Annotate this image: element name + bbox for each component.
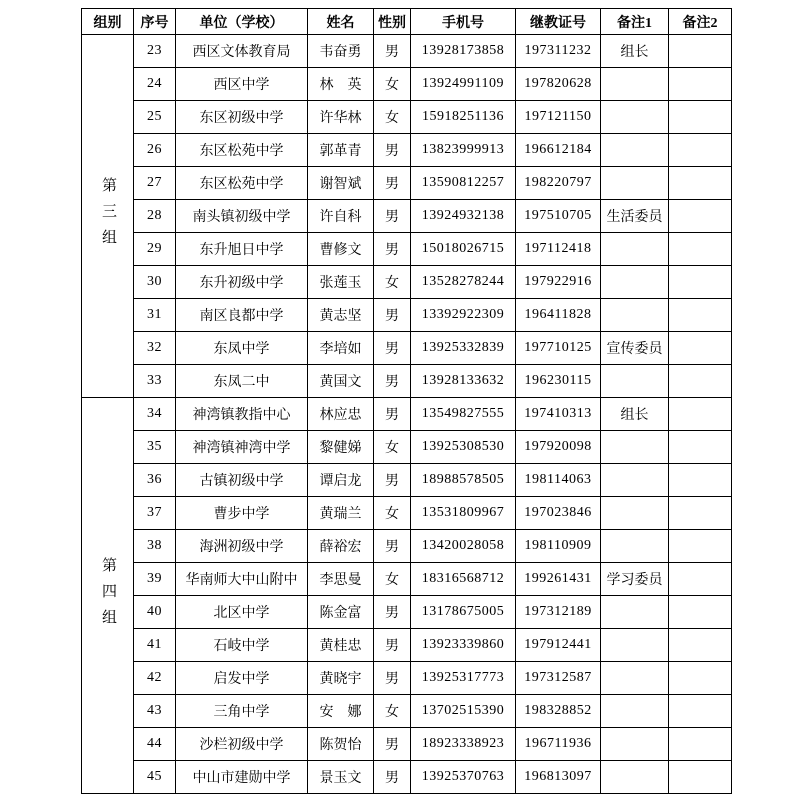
cert-number: 196230115 — [516, 365, 601, 398]
cert-number: 196711936 — [516, 728, 601, 761]
gender: 男 — [374, 662, 411, 695]
row-number: 39 — [134, 563, 176, 596]
row-number: 36 — [134, 464, 176, 497]
gender: 女 — [374, 563, 411, 596]
unit-name: 西区中学 — [176, 68, 308, 101]
phone-number: 13925332839 — [411, 332, 516, 365]
unit-name: 神湾镇教指中心 — [176, 398, 308, 431]
table-row — [82, 200, 732, 233]
phone-number: 13924991109 — [411, 68, 516, 101]
phone-number: 13549827555 — [411, 398, 516, 431]
note2 — [669, 563, 732, 596]
note2 — [669, 134, 732, 167]
phone-number: 13925370763 — [411, 761, 516, 794]
gender: 女 — [374, 431, 411, 464]
row-number: 37 — [134, 497, 176, 530]
unit-name: 东升初级中学 — [176, 266, 308, 299]
gender: 男 — [374, 629, 411, 662]
gender: 女 — [374, 497, 411, 530]
person-name: 陈金富 — [308, 596, 374, 629]
row-number: 40 — [134, 596, 176, 629]
unit-name: 神湾镇神湾中学 — [176, 431, 308, 464]
gender: 男 — [374, 233, 411, 266]
gender: 男 — [374, 761, 411, 794]
table-body — [82, 35, 732, 794]
note2 — [669, 299, 732, 332]
table-row — [82, 398, 732, 431]
cert-number: 196612184 — [516, 134, 601, 167]
gender: 女 — [374, 101, 411, 134]
cert-number: 199261431 — [516, 563, 601, 596]
note1 — [601, 233, 669, 266]
phone-number: 13823999913 — [411, 134, 516, 167]
note1 — [601, 464, 669, 497]
column-header: 序号 — [134, 9, 176, 35]
unit-name: 三角中学 — [176, 695, 308, 728]
row-number: 45 — [134, 761, 176, 794]
cert-number: 197912441 — [516, 629, 601, 662]
phone-number: 13923339860 — [411, 629, 516, 662]
cert-number: 197312587 — [516, 662, 601, 695]
cert-number: 196813097 — [516, 761, 601, 794]
gender: 男 — [374, 398, 411, 431]
unit-name: 东区松苑中学 — [176, 167, 308, 200]
note1 — [601, 431, 669, 464]
group-label: 第三组 — [100, 177, 116, 255]
column-header: 继教证号 — [516, 9, 601, 35]
gender: 女 — [374, 68, 411, 101]
row-number: 24 — [134, 68, 176, 101]
cert-number: 196411828 — [516, 299, 601, 332]
row-number: 34 — [134, 398, 176, 431]
person-name: 林 英 — [308, 68, 374, 101]
table-row — [82, 695, 732, 728]
note1: 学习委员 — [601, 563, 669, 596]
person-name: 谢智斌 — [308, 167, 374, 200]
note1 — [601, 134, 669, 167]
phone-number: 18316568712 — [411, 563, 516, 596]
cert-number: 197023846 — [516, 497, 601, 530]
row-number: 29 — [134, 233, 176, 266]
unit-name: 曹步中学 — [176, 497, 308, 530]
person-name: 谭启龙 — [308, 464, 374, 497]
table-header-row — [82, 9, 732, 35]
phone-number: 18988578505 — [411, 464, 516, 497]
phone-number: 13178675005 — [411, 596, 516, 629]
table-row — [82, 233, 732, 266]
cert-number: 198110909 — [516, 530, 601, 563]
note1 — [601, 266, 669, 299]
row-number: 33 — [134, 365, 176, 398]
note1 — [601, 629, 669, 662]
gender: 男 — [374, 332, 411, 365]
column-header: 姓名 — [308, 9, 374, 35]
cert-number: 197311232 — [516, 35, 601, 68]
note2 — [669, 233, 732, 266]
phone-number: 18923338923 — [411, 728, 516, 761]
row-number: 31 — [134, 299, 176, 332]
row-number: 41 — [134, 629, 176, 662]
cert-number: 198114063 — [516, 464, 601, 497]
roster-table — [81, 8, 732, 794]
table-row — [82, 629, 732, 662]
unit-name: 启发中学 — [176, 662, 308, 695]
person-name: 黎健娣 — [308, 431, 374, 464]
person-name: 郭革青 — [308, 134, 374, 167]
unit-name: 古镇初级中学 — [176, 464, 308, 497]
table-row — [82, 35, 732, 68]
note1 — [601, 530, 669, 563]
unit-name: 海洲初级中学 — [176, 530, 308, 563]
cert-number: 197510705 — [516, 200, 601, 233]
table-row — [82, 266, 732, 299]
note2 — [669, 728, 732, 761]
unit-name: 西区文体教育局 — [176, 35, 308, 68]
row-number: 26 — [134, 134, 176, 167]
unit-name: 东区松苑中学 — [176, 134, 308, 167]
note1 — [601, 167, 669, 200]
person-name: 黄桂忠 — [308, 629, 374, 662]
unit-name: 石岐中学 — [176, 629, 308, 662]
row-number: 30 — [134, 266, 176, 299]
gender: 男 — [374, 530, 411, 563]
note2 — [669, 695, 732, 728]
table-row — [82, 68, 732, 101]
row-number: 27 — [134, 167, 176, 200]
note1: 生活委员 — [601, 200, 669, 233]
phone-number: 13590812257 — [411, 167, 516, 200]
row-number: 42 — [134, 662, 176, 695]
person-name: 许华林 — [308, 101, 374, 134]
phone-number: 13420028058 — [411, 530, 516, 563]
table-row — [82, 662, 732, 695]
unit-name: 东升旭日中学 — [176, 233, 308, 266]
note1: 组长 — [601, 398, 669, 431]
note2 — [669, 101, 732, 134]
phone-number: 13531809967 — [411, 497, 516, 530]
person-name: 张莲玉 — [308, 266, 374, 299]
row-number: 32 — [134, 332, 176, 365]
column-header: 手机号 — [411, 9, 516, 35]
note1 — [601, 101, 669, 134]
column-header: 备注1 — [601, 9, 669, 35]
table-row — [82, 497, 732, 530]
row-number: 23 — [134, 35, 176, 68]
note2 — [669, 200, 732, 233]
gender: 男 — [374, 134, 411, 167]
cert-number: 197312189 — [516, 596, 601, 629]
unit-name: 北区中学 — [176, 596, 308, 629]
person-name: 安 娜 — [308, 695, 374, 728]
cert-number: 197410313 — [516, 398, 601, 431]
phone-number: 13392922309 — [411, 299, 516, 332]
note2 — [669, 398, 732, 431]
cert-number: 197920098 — [516, 431, 601, 464]
column-header: 单位（学校） — [176, 9, 308, 35]
note2 — [669, 662, 732, 695]
note2 — [669, 464, 732, 497]
row-number: 44 — [134, 728, 176, 761]
table-row — [82, 365, 732, 398]
unit-name: 沙栏初级中学 — [176, 728, 308, 761]
group-cell — [82, 398, 134, 794]
cert-number: 197121150 — [516, 101, 601, 134]
unit-name: 东凤二中 — [176, 365, 308, 398]
phone-number: 15918251136 — [411, 101, 516, 134]
person-name: 韦奋勇 — [308, 35, 374, 68]
note2 — [669, 596, 732, 629]
gender: 男 — [374, 200, 411, 233]
gender: 男 — [374, 728, 411, 761]
note2 — [669, 530, 732, 563]
phone-number: 13528278244 — [411, 266, 516, 299]
gender: 男 — [374, 365, 411, 398]
note2 — [669, 365, 732, 398]
phone-number: 13702515390 — [411, 695, 516, 728]
note1 — [601, 596, 669, 629]
note2 — [669, 35, 732, 68]
note2 — [669, 761, 732, 794]
row-number: 43 — [134, 695, 176, 728]
note2 — [669, 266, 732, 299]
table-row — [82, 728, 732, 761]
gender: 男 — [374, 167, 411, 200]
phone-number: 13925317773 — [411, 662, 516, 695]
column-header: 备注2 — [669, 9, 732, 35]
note1 — [601, 695, 669, 728]
table-row — [82, 596, 732, 629]
note2 — [669, 68, 732, 101]
person-name: 林应忠 — [308, 398, 374, 431]
person-name: 曹修文 — [308, 233, 374, 266]
note2 — [669, 629, 732, 662]
cert-number: 197710125 — [516, 332, 601, 365]
group-cell — [82, 35, 134, 398]
cert-number: 197922916 — [516, 266, 601, 299]
person-name: 黄晓宇 — [308, 662, 374, 695]
note1 — [601, 299, 669, 332]
unit-name: 东凤中学 — [176, 332, 308, 365]
person-name: 李思曼 — [308, 563, 374, 596]
unit-name: 东区初级中学 — [176, 101, 308, 134]
gender: 男 — [374, 464, 411, 497]
table-row — [82, 431, 732, 464]
phone-number: 13928133632 — [411, 365, 516, 398]
row-number: 35 — [134, 431, 176, 464]
group-label: 第四组 — [100, 556, 116, 635]
note1: 组长 — [601, 35, 669, 68]
note1 — [601, 497, 669, 530]
phone-number: 15018026715 — [411, 233, 516, 266]
table-row — [82, 563, 732, 596]
cert-number: 198220797 — [516, 167, 601, 200]
gender: 女 — [374, 266, 411, 299]
table-row — [82, 530, 732, 563]
gender: 女 — [374, 695, 411, 728]
note1: 宣传委员 — [601, 332, 669, 365]
phone-number: 13928173858 — [411, 35, 516, 68]
table-row — [82, 464, 732, 497]
row-number: 28 — [134, 200, 176, 233]
row-number: 38 — [134, 530, 176, 563]
unit-name: 华南师大中山附中 — [176, 563, 308, 596]
person-name: 黄志坚 — [308, 299, 374, 332]
cert-number: 198328852 — [516, 695, 601, 728]
person-name: 黄瑞兰 — [308, 497, 374, 530]
person-name: 李培如 — [308, 332, 374, 365]
unit-name: 中山市建勋中学 — [176, 761, 308, 794]
column-header: 性别 — [374, 9, 411, 35]
column-header: 组别 — [82, 9, 134, 35]
person-name: 薛裕宏 — [308, 530, 374, 563]
gender: 男 — [374, 299, 411, 332]
phone-number: 13925308530 — [411, 431, 516, 464]
row-number: 25 — [134, 101, 176, 134]
table-row — [82, 101, 732, 134]
table-row — [82, 134, 732, 167]
person-name: 许自科 — [308, 200, 374, 233]
person-name: 陈贺怡 — [308, 728, 374, 761]
note1 — [601, 662, 669, 695]
table-row — [82, 299, 732, 332]
note2 — [669, 332, 732, 365]
cert-number: 197112418 — [516, 233, 601, 266]
table-row — [82, 332, 732, 365]
table-row — [82, 167, 732, 200]
note2 — [669, 431, 732, 464]
note1 — [601, 365, 669, 398]
cert-number: 197820628 — [516, 68, 601, 101]
table-row — [82, 761, 732, 794]
unit-name: 南区良都中学 — [176, 299, 308, 332]
note1 — [601, 68, 669, 101]
phone-number: 13924932138 — [411, 200, 516, 233]
person-name: 景玉文 — [308, 761, 374, 794]
gender: 男 — [374, 596, 411, 629]
gender: 男 — [374, 35, 411, 68]
note2 — [669, 167, 732, 200]
note1 — [601, 761, 669, 794]
person-name: 黄国文 — [308, 365, 374, 398]
unit-name: 南头镇初级中学 — [176, 200, 308, 233]
note2 — [669, 497, 732, 530]
note1 — [601, 728, 669, 761]
